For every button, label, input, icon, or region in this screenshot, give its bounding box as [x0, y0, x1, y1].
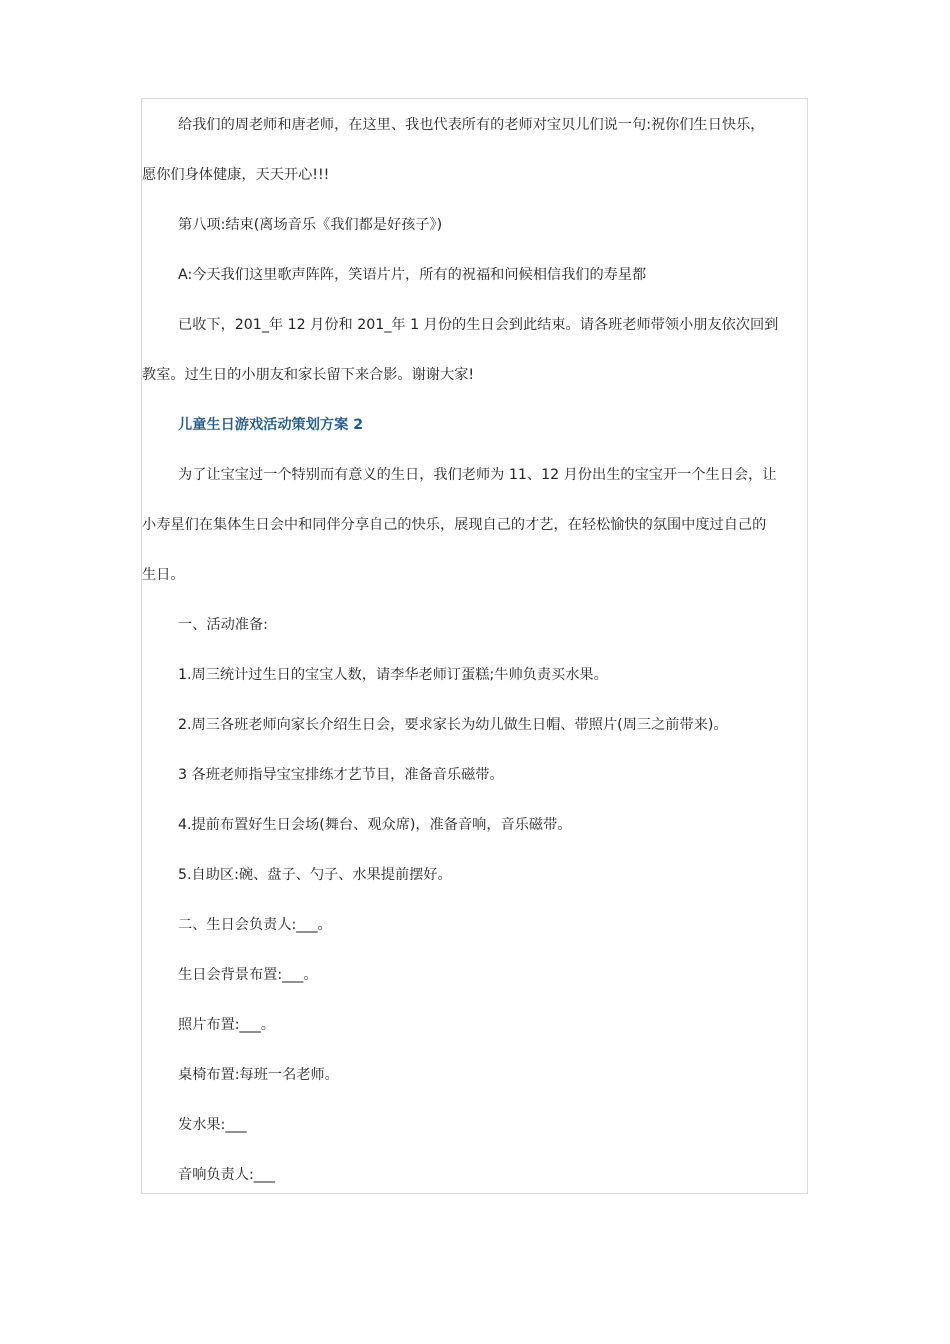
paragraph-line: 二、生日会负责人:___。	[178, 917, 332, 933]
paragraph-line: 1.周三统计过生日的宝宝人数，请李华老师订蛋糕;牛帅负责买水果。	[178, 667, 608, 683]
paragraph-line: 给我们的周老师和唐老师，在这里、我也代表所有的老师对宝贝儿们说一句:祝你们生日快乐，	[178, 117, 765, 133]
paragraph-line: 愿你们身体健康，天天开心!!!	[142, 167, 330, 183]
paragraph-line: 一、活动准备:	[178, 617, 268, 633]
paragraph-line: 为了让宝宝过一个特别而有意义的生日，我们老师为 11、12 月份出生的宝宝开一个生日会，让	[178, 467, 777, 483]
paragraph-line: 照片布置:___。	[178, 1017, 275, 1033]
paragraph-line: 生日。	[142, 567, 185, 583]
paragraph-line: A:今天我们这里歌声阵阵，笑语片片，所有的祝福和问候相信我们的寿星都	[178, 267, 647, 283]
paragraph-line: 小寿星们在集体生日会中和同伴分享自己的快乐，展现自己的才艺，在轻松愉快的氛围中度过自己的	[142, 517, 767, 533]
paragraph-line: 生日会背景布置:___。	[178, 967, 318, 983]
paragraph-line: 发水果:___	[178, 1117, 247, 1133]
paragraph-line: 已收下，201_年 12 月份和 201_年 1 月份的生日会到此结束。请各班老师带领小朋友依次回到	[178, 317, 779, 333]
paragraph-line: 音响负责人:___	[178, 1167, 275, 1183]
paragraph-line: 桌椅布置:每班一名老师。	[178, 1067, 339, 1083]
paragraph-line: 2.周三各班老师向家长介绍生日会，要求家长为幼儿做生日帽、带照片(周三之前带来)。	[178, 717, 728, 733]
paragraph-line: 3 各班老师指导宝宝排练才艺节目，准备音乐磁带。	[178, 767, 504, 783]
paragraph-line: 第八项:结束(离场音乐《我们都是好孩子》)	[178, 217, 443, 233]
paragraph-line: 教室。过生日的小朋友和家长留下来合影。谢谢大家!	[142, 367, 475, 383]
paragraph-line: 4.提前布置好生日会场(舞台、观众席)，准备音响，音乐磁带。	[178, 817, 572, 833]
paragraph-line: 5.自助区:碗、盘子、勺子、水果提前摆好。	[178, 867, 452, 883]
section-heading: 儿童生日游戏活动策划方案 2	[178, 417, 364, 433]
document-body	[142, 100, 808, 1200]
